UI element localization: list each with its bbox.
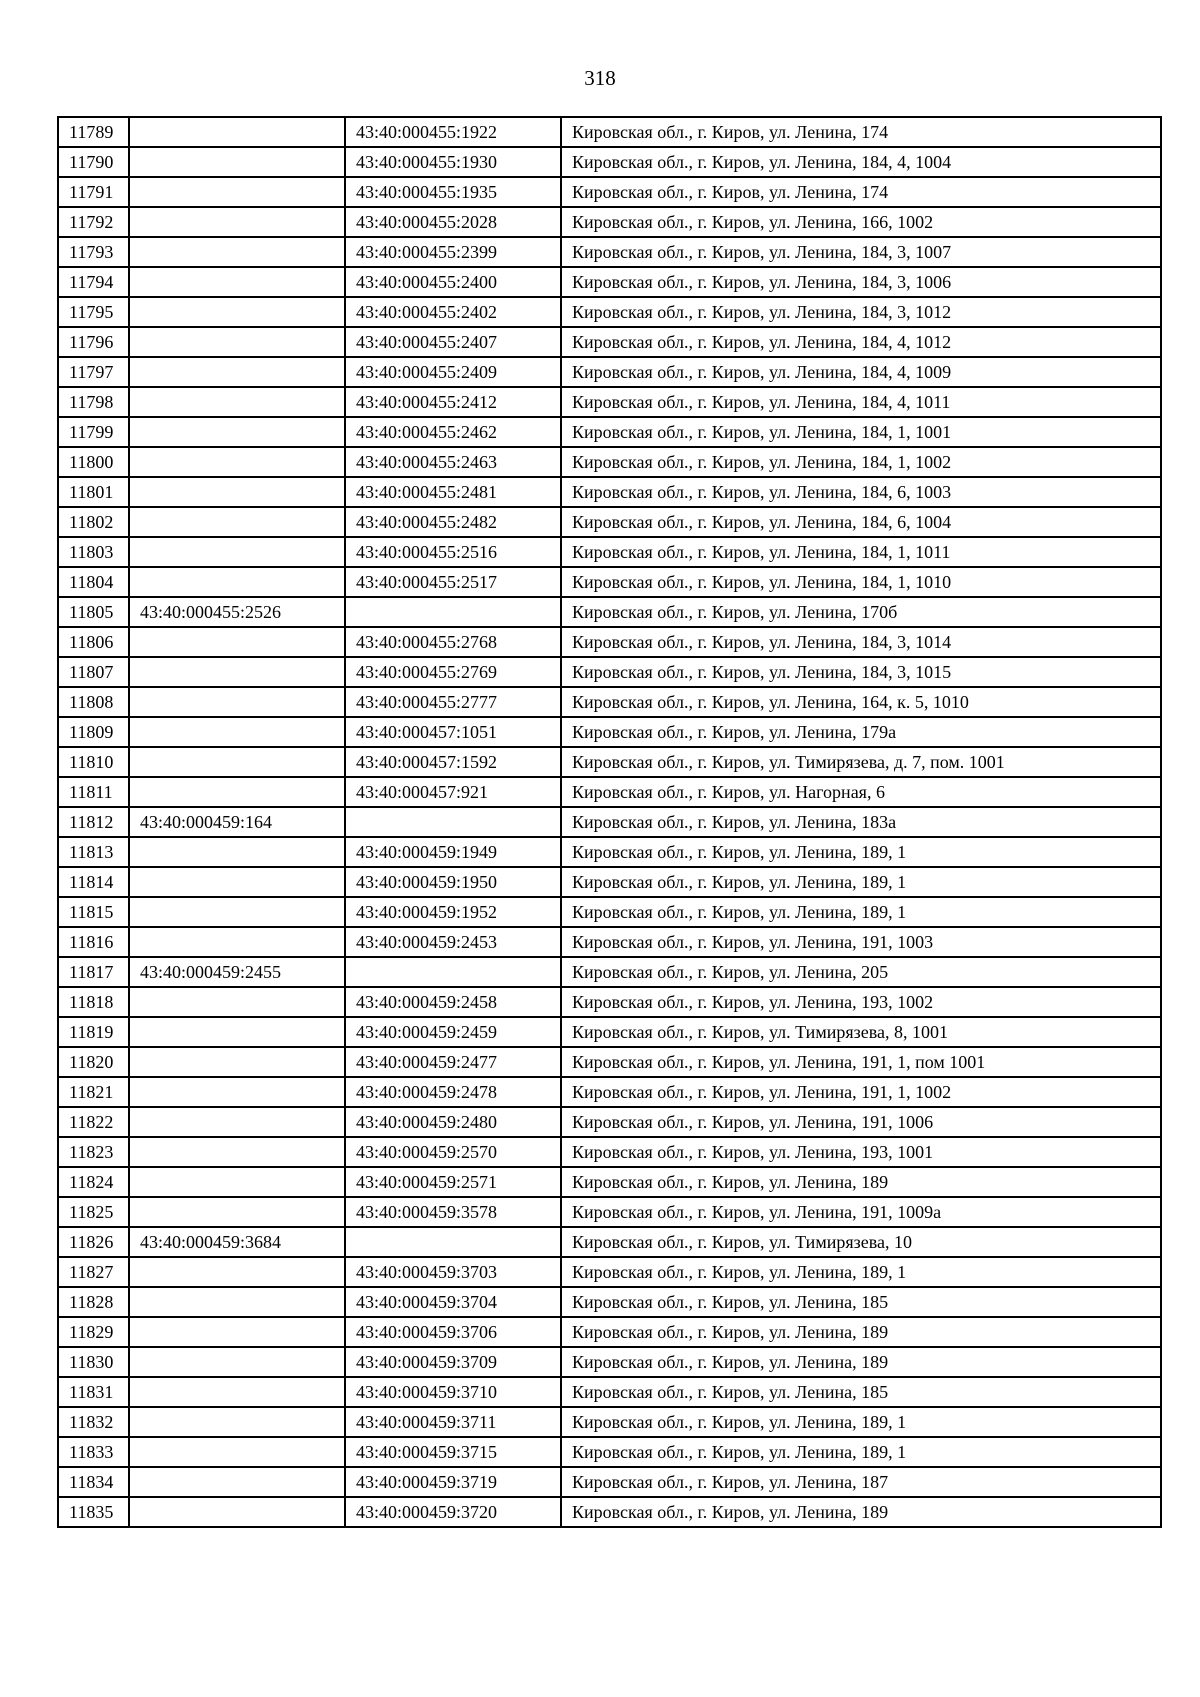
land-cadastral-number-cell [129,507,345,537]
table-row [58,687,1161,717]
land-cadastral-number-cell [129,267,345,297]
object-cadastral-number-cell: 43:40:000455:2409 [345,357,561,387]
object-cadastral-number-cell: 43:40:000459:1949 [345,837,561,867]
page-number: 318 [584,66,616,90]
land-cadastral-number-cell [129,537,345,567]
row-number-cell: 11804 [58,567,129,597]
address-cell: Кировская обл., г. Киров, ул. Ленина, 193, 1002 [561,987,1161,1017]
table-row [58,957,1161,987]
object-cadastral-number-cell: 43:40:000457:1051 [345,717,561,747]
row-number-cell: 11811 [58,777,129,807]
object-cadastral-number-cell: 43:40:000455:2402 [345,297,561,327]
object-cadastral-number-cell: 43:40:000459:1950 [345,867,561,897]
row-number-cell: 11817 [58,957,129,987]
row-number-cell: 11795 [58,297,129,327]
row-number-cell: 11801 [58,477,129,507]
land-cadastral-number-cell [129,387,345,417]
object-cadastral-number-cell: 43:40:000455:1935 [345,177,561,207]
row-number-cell: 11820 [58,1047,129,1077]
address-cell: Кировская обл., г. Киров, ул. Ленина, 184, 3, 1006 [561,267,1161,297]
table-row [58,1167,1161,1197]
address-cell: Кировская обл., г. Киров, ул. Ленина, 189, 1 [561,1407,1161,1437]
address-cell: Кировская обл., г. Киров, ул. Ленина, 179а [561,717,1161,747]
table-row [58,717,1161,747]
address-cell: Кировская обл., г. Киров, ул. Ленина, 189, 1 [561,837,1161,867]
row-number-cell: 11828 [58,1287,129,1317]
address-cell: Кировская обл., г. Киров, ул. Ленина, 189, 1 [561,867,1161,897]
land-cadastral-number-cell [129,207,345,237]
row-number-cell: 11829 [58,1317,129,1347]
table-row [58,1017,1161,1047]
land-cadastral-number-cell [129,927,345,957]
address-cell: Кировская обл., г. Киров, ул. Ленина, 184, 4, 1012 [561,327,1161,357]
table-row [58,987,1161,1017]
land-cadastral-number-cell [129,357,345,387]
object-cadastral-number-cell: 43:40:000455:2407 [345,327,561,357]
table-row [58,1257,1161,1287]
table-row [58,267,1161,297]
table-row [58,567,1161,597]
table-row [58,1497,1161,1527]
land-cadastral-number-cell [129,897,345,927]
object-cadastral-number-cell [345,807,561,837]
table-row [58,1227,1161,1257]
address-cell: Кировская обл., г. Киров, ул. Ленина, 174 [561,177,1161,207]
row-number-cell: 11813 [58,837,129,867]
table-row [58,1407,1161,1437]
address-cell: Кировская обл., г. Киров, ул. Ленина, 191, 1, 1002 [561,1077,1161,1107]
object-cadastral-number-cell: 43:40:000459:3710 [345,1377,561,1407]
row-number-cell: 11812 [58,807,129,837]
land-cadastral-number-cell [129,1347,345,1377]
object-cadastral-number-cell: 43:40:000455:2028 [345,207,561,237]
object-cadastral-number-cell: 43:40:000459:2453 [345,927,561,957]
object-cadastral-number-cell: 43:40:000459:1952 [345,897,561,927]
row-number-cell: 11796 [58,327,129,357]
address-cell: Кировская обл., г. Киров, ул. Ленина, 184, 4, 1011 [561,387,1161,417]
land-cadastral-number-cell [129,1107,345,1137]
row-number-cell: 11794 [58,267,129,297]
object-cadastral-number-cell: 43:40:000455:2777 [345,687,561,717]
table-row [58,1137,1161,1167]
land-cadastral-number-cell [129,447,345,477]
table-row [58,1467,1161,1497]
object-cadastral-number-cell: 43:40:000455:2463 [345,447,561,477]
object-cadastral-number-cell [345,957,561,987]
table-row [58,837,1161,867]
table-row [58,447,1161,477]
address-cell: Кировская обл., г. Киров, ул. Ленина, 184, 6, 1003 [561,477,1161,507]
row-number-cell: 11799 [58,417,129,447]
object-cadastral-number-cell: 43:40:000455:2481 [345,477,561,507]
address-cell: Кировская обл., г. Киров, ул. Ленина, 189, 1 [561,1437,1161,1467]
address-cell: Кировская обл., г. Киров, ул. Ленина, 191, 1003 [561,927,1161,957]
table-row [58,477,1161,507]
land-cadastral-number-cell [129,237,345,267]
land-cadastral-number-cell [129,657,345,687]
land-cadastral-number-cell [129,147,345,177]
land-cadastral-number-cell [129,1437,345,1467]
table-row [58,1107,1161,1137]
table-row [58,627,1161,657]
land-cadastral-number-cell [129,1017,345,1047]
row-number-cell: 11810 [58,747,129,777]
land-cadastral-number-cell [129,327,345,357]
land-cadastral-number-cell [129,1497,345,1527]
row-number-cell: 11824 [58,1167,129,1197]
object-cadastral-number-cell: 43:40:000459:3720 [345,1497,561,1527]
object-cadastral-number-cell: 43:40:000459:2571 [345,1167,561,1197]
object-cadastral-number-cell: 43:40:000455:2769 [345,657,561,687]
row-number-cell: 11792 [58,207,129,237]
land-cadastral-number-cell [129,177,345,207]
land-cadastral-number-cell [129,1317,345,1347]
land-cadastral-number-cell [129,777,345,807]
row-number-cell: 11834 [58,1467,129,1497]
table-row [58,867,1161,897]
address-cell: Кировская обл., г. Киров, ул. Ленина, 185 [561,1287,1161,1317]
object-cadastral-number-cell: 43:40:000459:2477 [345,1047,561,1077]
object-cadastral-number-cell: 43:40:000459:2570 [345,1137,561,1167]
row-number-cell: 11808 [58,687,129,717]
row-number-cell: 11807 [58,657,129,687]
object-cadastral-number-cell: 43:40:000459:3703 [345,1257,561,1287]
object-cadastral-number-cell: 43:40:000455:2462 [345,417,561,447]
address-cell: Кировская обл., г. Киров, ул. Ленина, 166, 1002 [561,207,1161,237]
row-number-cell: 11806 [58,627,129,657]
row-number-cell: 11791 [58,177,129,207]
registry-table [57,116,1162,1528]
land-cadastral-number-cell [129,1377,345,1407]
land-cadastral-number-cell [129,1287,345,1317]
address-cell: Кировская обл., г. Киров, ул. Ленина, 184, 1, 1011 [561,537,1161,567]
row-number-cell: 11803 [58,537,129,567]
land-cadastral-number-cell [129,1167,345,1197]
object-cadastral-number-cell: 43:40:000459:2459 [345,1017,561,1047]
object-cadastral-number-cell: 43:40:000455:2517 [345,567,561,597]
address-cell: Кировская обл., г. Киров, ул. Ленина, 184, 4, 1009 [561,357,1161,387]
address-cell: Кировская обл., г. Киров, ул. Ленина, 189 [561,1317,1161,1347]
land-cadastral-number-cell [129,1407,345,1437]
object-cadastral-number-cell: 43:40:000455:2482 [345,507,561,537]
land-cadastral-number-cell [129,867,345,897]
table-row [58,357,1161,387]
table-row [58,897,1161,927]
address-cell: Кировская обл., г. Киров, ул. Ленина, 184, 1, 1010 [561,567,1161,597]
land-cadastral-number-cell [129,1197,345,1227]
table-row [58,1377,1161,1407]
address-cell: Кировская обл., г. Киров, ул. Ленина, 191, 1, пом 1001 [561,1047,1161,1077]
row-number-cell: 11821 [58,1077,129,1107]
table-row [58,177,1161,207]
row-number-cell: 11793 [58,237,129,267]
land-cadastral-number-cell [129,567,345,597]
address-cell: Кировская обл., г. Киров, ул. Ленина, 184, 6, 1004 [561,507,1161,537]
row-number-cell: 11835 [58,1497,129,1527]
land-cadastral-number-cell [129,1047,345,1077]
row-number-cell: 11814 [58,867,129,897]
address-cell: Кировская обл., г. Киров, ул. Ленина, 189 [561,1497,1161,1527]
table-row [58,777,1161,807]
table-row [58,657,1161,687]
row-number-cell: 11802 [58,507,129,537]
row-number-cell: 11819 [58,1017,129,1047]
address-cell: Кировская обл., г. Киров, ул. Ленина, 191, 1006 [561,1107,1161,1137]
table-row [58,597,1161,627]
object-cadastral-number-cell: 43:40:000459:3711 [345,1407,561,1437]
land-cadastral-number-cell [129,477,345,507]
land-cadastral-number-cell [129,987,345,1017]
table-row [58,117,1161,147]
row-number-cell: 11827 [58,1257,129,1287]
row-number-cell: 11816 [58,927,129,957]
address-cell: Кировская обл., г. Киров, ул. Ленина, 184, 1, 1002 [561,447,1161,477]
row-number-cell: 11790 [58,147,129,177]
address-cell: Кировская обл., г. Киров, ул. Ленина, 189, 1 [561,1257,1161,1287]
address-cell: Кировская обл., г. Киров, ул. Тимирязева, 8, 1001 [561,1017,1161,1047]
address-cell: Кировская обл., г. Киров, ул. Ленина, 187 [561,1467,1161,1497]
object-cadastral-number-cell: 43:40:000459:3578 [345,1197,561,1227]
address-cell: Кировская обл., г. Киров, ул. Ленина, 184, 1, 1001 [561,417,1161,447]
row-number-cell: 11815 [58,897,129,927]
table-row [58,237,1161,267]
row-number-cell: 11818 [58,987,129,1017]
row-number-cell: 11809 [58,717,129,747]
address-cell: Кировская обл., г. Киров, ул. Ленина, 189 [561,1347,1161,1377]
object-cadastral-number-cell: 43:40:000459:3719 [345,1467,561,1497]
land-cadastral-number-cell [129,1137,345,1167]
land-cadastral-number-cell [129,627,345,657]
address-cell: Кировская обл., г. Киров, ул. Ленина, 189 [561,1167,1161,1197]
table-row [58,1077,1161,1107]
table-row [58,1047,1161,1077]
object-cadastral-number-cell: 43:40:000455:2412 [345,387,561,417]
table-body [58,117,1161,1527]
land-cadastral-number-cell [129,1467,345,1497]
address-cell: Кировская обл., г. Киров, ул. Ленина, 184, 3, 1012 [561,297,1161,327]
address-cell: Кировская обл., г. Киров, ул. Нагорная, 6 [561,777,1161,807]
address-cell: Кировская обл., г. Киров, ул. Ленина, 184, 4, 1004 [561,147,1161,177]
address-cell: Кировская обл., г. Киров, ул. Ленина, 164, к. 5, 1010 [561,687,1161,717]
object-cadastral-number-cell [345,1227,561,1257]
table-row [58,327,1161,357]
land-cadastral-number-cell: 43:40:000455:2526 [129,597,345,627]
row-number-cell: 11800 [58,447,129,477]
object-cadastral-number-cell: 43:40:000455:1922 [345,117,561,147]
object-cadastral-number-cell: 43:40:000459:3706 [345,1317,561,1347]
object-cadastral-number-cell: 43:40:000457:1592 [345,747,561,777]
table-row [58,1437,1161,1467]
table-row [58,927,1161,957]
object-cadastral-number-cell: 43:40:000459:2480 [345,1107,561,1137]
address-cell: Кировская обл., г. Киров, ул. Ленина, 184, 3, 1014 [561,627,1161,657]
table-row [58,207,1161,237]
address-cell: Кировская обл., г. Киров, ул. Тимирязева, 10 [561,1227,1161,1257]
row-number-cell: 11830 [58,1347,129,1377]
table-row [58,1317,1161,1347]
table-row [58,507,1161,537]
row-number-cell: 11825 [58,1197,129,1227]
object-cadastral-number-cell [345,597,561,627]
object-cadastral-number-cell: 43:40:000455:2516 [345,537,561,567]
row-number-cell: 11798 [58,387,129,417]
land-cadastral-number-cell: 43:40:000459:2455 [129,957,345,987]
table-row [58,537,1161,567]
address-cell: Кировская обл., г. Киров, ул. Ленина, 184, 3, 1015 [561,657,1161,687]
row-number-cell: 11826 [58,1227,129,1257]
land-cadastral-number-cell [129,1257,345,1287]
address-cell: Кировская обл., г. Киров, ул. Ленина, 189, 1 [561,897,1161,927]
land-cadastral-number-cell: 43:40:000459:164 [129,807,345,837]
row-number-cell: 11822 [58,1107,129,1137]
table-row [58,1347,1161,1377]
object-cadastral-number-cell: 43:40:000459:3715 [345,1437,561,1467]
object-cadastral-number-cell: 43:40:000457:921 [345,777,561,807]
row-number-cell: 11831 [58,1377,129,1407]
table-row [58,807,1161,837]
address-cell: Кировская обл., г. Киров, ул. Ленина, 205 [561,957,1161,987]
land-cadastral-number-cell [129,417,345,447]
land-cadastral-number-cell [129,687,345,717]
address-cell: Кировская обл., г. Киров, ул. Ленина, 170б [561,597,1161,627]
land-cadastral-number-cell [129,1077,345,1107]
row-number-cell: 11797 [58,357,129,387]
object-cadastral-number-cell: 43:40:000455:2399 [345,237,561,267]
address-cell: Кировская обл., г. Киров, ул. Ленина, 174 [561,117,1161,147]
table-row [58,417,1161,447]
address-cell: Кировская обл., г. Киров, ул. Ленина, 193, 1001 [561,1137,1161,1167]
land-cadastral-number-cell [129,117,345,147]
land-cadastral-number-cell [129,747,345,777]
land-cadastral-number-cell: 43:40:000459:3684 [129,1227,345,1257]
object-cadastral-number-cell: 43:40:000459:2478 [345,1077,561,1107]
table-row [58,297,1161,327]
land-cadastral-number-cell [129,297,345,327]
table-row [58,1197,1161,1227]
row-number-cell: 11805 [58,597,129,627]
object-cadastral-number-cell: 43:40:000455:2400 [345,267,561,297]
address-cell: Кировская обл., г. Киров, ул. Ленина, 191, 1009а [561,1197,1161,1227]
address-cell: Кировская обл., г. Киров, ул. Ленина, 184, 3, 1007 [561,237,1161,267]
row-number-cell: 11832 [58,1407,129,1437]
table-row [58,147,1161,177]
land-cadastral-number-cell [129,837,345,867]
row-number-cell: 11789 [58,117,129,147]
address-cell: Кировская обл., г. Киров, ул. Ленина, 185 [561,1377,1161,1407]
object-cadastral-number-cell: 43:40:000459:3709 [345,1347,561,1377]
address-cell: Кировская обл., г. Киров, ул. Ленина, 183а [561,807,1161,837]
table-row [58,747,1161,777]
row-number-cell: 11823 [58,1137,129,1167]
object-cadastral-number-cell: 43:40:000459:3704 [345,1287,561,1317]
object-cadastral-number-cell: 43:40:000455:1930 [345,147,561,177]
address-cell: Кировская обл., г. Киров, ул. Тимирязева, д. 7, пом. 1001 [561,747,1161,777]
object-cadastral-number-cell: 43:40:000459:2458 [345,987,561,1017]
land-cadastral-number-cell [129,717,345,747]
object-cadastral-number-cell: 43:40:000455:2768 [345,627,561,657]
table-row [58,387,1161,417]
row-number-cell: 11833 [58,1437,129,1467]
table-row [58,1287,1161,1317]
